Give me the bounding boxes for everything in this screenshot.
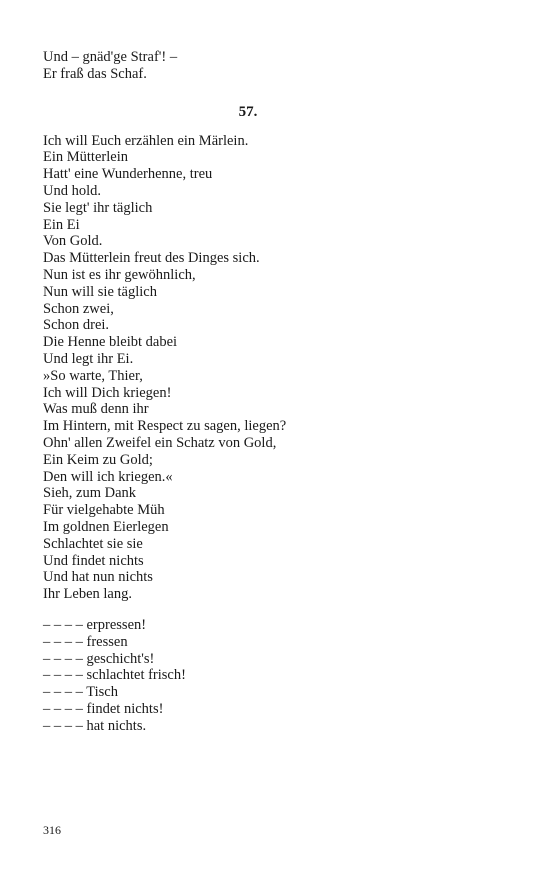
rhyme-stanza <box>43 617 513 735</box>
page-number: 316 <box>43 823 61 837</box>
section-number: 57. <box>238 103 258 120</box>
text-line: – – – – hat nichts. <box>43 717 147 734</box>
text-line: Sieh, zum Dank <box>43 485 137 502</box>
text-line: Und hold. <box>43 182 101 199</box>
text-line: Von Gold. <box>43 233 103 250</box>
text-line: Ich will Euch erzählen ein Märlein. <box>43 132 249 149</box>
page-body <box>43 49 513 734</box>
stanza-gap <box>43 603 513 617</box>
text-line: Das Mütterlein freut des Dinges sich. <box>43 250 260 267</box>
text-line: Und legt ihr Ei. <box>43 350 134 367</box>
poem-stanza <box>43 133 513 603</box>
text-line: – – – – fressen <box>43 633 128 650</box>
text-line: Die Henne bleibt dabei <box>43 334 178 351</box>
text-line: – – – – schlachtet frisch! <box>43 667 186 684</box>
text-line: Schon zwei, <box>43 300 114 317</box>
text-line: Hatt' eine Wunderhenne, treu <box>43 166 213 183</box>
text-line: Den will ich kriegen.« <box>43 468 173 485</box>
text-line: Ein Keim zu Gold; <box>43 451 153 468</box>
text-line: Und – gnäd'ge Straf'! – <box>43 49 178 65</box>
text-line: Ein Mütterlein <box>43 149 128 166</box>
text-line: Und hat nun nichts <box>43 569 153 586</box>
text-line: Im Hintern, mit Respect zu sagen, liegen? <box>43 418 287 435</box>
text-line: »So warte, Thier, <box>43 367 143 384</box>
text-line: Was muß denn ihr <box>43 401 149 418</box>
text-line: – – – – erpressen! <box>43 616 147 633</box>
text-line: – – – – findet nichts! <box>43 700 164 717</box>
text-line: – – – – Tisch <box>43 684 118 701</box>
text-line: Er fraß das Schaf. <box>43 65 147 82</box>
text-line: Nun will sie täglich <box>43 283 157 300</box>
text-line: Ihr Leben lang. <box>43 586 132 603</box>
text-line: Im goldnen Eierlegen <box>43 518 169 535</box>
intro-stanza <box>43 49 513 83</box>
text-line: Ich will Dich kriegen! <box>43 384 172 401</box>
text-line: Ein Ei <box>43 216 80 233</box>
text-line: – – – – geschicht's! <box>43 650 155 667</box>
text-line: Schon drei. <box>43 317 110 334</box>
text-line: Nun ist es ihr gewöhnlich, <box>43 266 196 283</box>
text-line: Für vielgehabte Müh <box>43 502 165 519</box>
text-line: Sie legt' ihr täglich <box>43 199 153 216</box>
text-line: Und findet nichts <box>43 552 144 569</box>
text-line: Ohn' allen Zweifel ein Schatz von Gold, <box>43 434 277 451</box>
text-line: Schlachtet sie sie <box>43 535 143 552</box>
